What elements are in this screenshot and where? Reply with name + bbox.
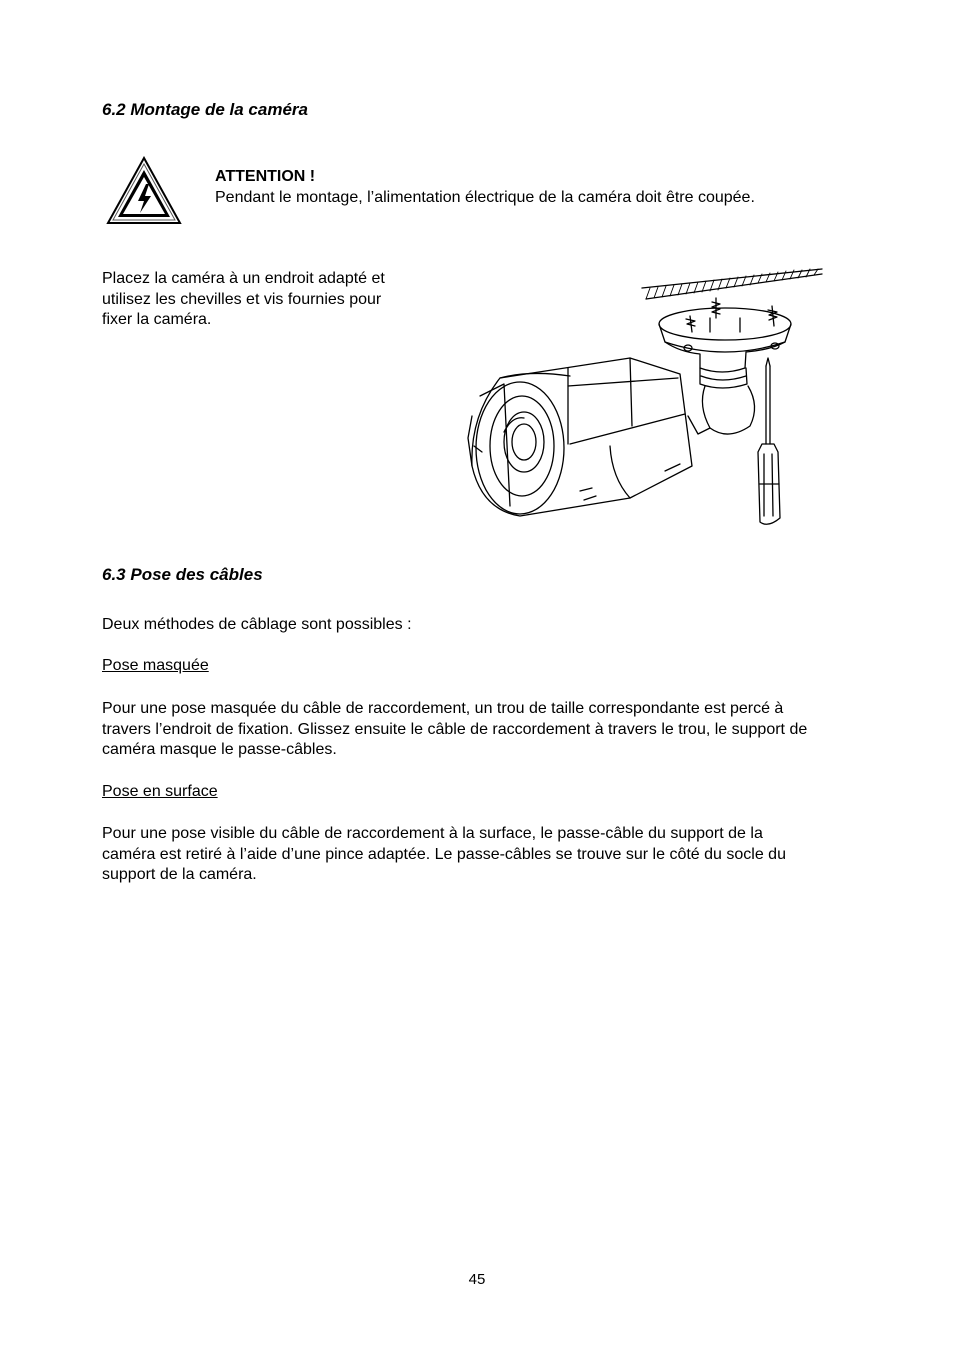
screwdriver	[758, 358, 780, 524]
paragraph-line: support de la caméra.	[102, 866, 257, 883]
instruction-line: Placez la caméra à un endroit adapté et	[102, 270, 385, 287]
paragraph-line: caméra est retiré à l’aide d’une pince adaptée. Le passe-câbles se trouve sur le côté du socle du	[102, 845, 786, 863]
instruction-line: fixer la caméra.	[102, 311, 212, 328]
section-heading-6-2: 6.2 Montage de la caméra	[102, 100, 308, 119]
paragraph-line: caméra masque le passe-câbles.	[102, 741, 337, 758]
warning-block	[215, 167, 755, 208]
cabling-intro: Deux méthodes de câblage sont possibles :	[102, 616, 412, 633]
camera-body	[468, 358, 692, 516]
bracket-joint	[688, 368, 755, 434]
page-number: 45	[468, 1271, 486, 1288]
warning-title: ATTENTION !	[215, 168, 316, 185]
subheading-surface-installation: Pose en surface	[102, 783, 218, 800]
paragraph-line: Pour une pose visible du câble de raccordement à la surface, le passe-câble du support de la	[102, 825, 763, 842]
hidden-installation-paragraph	[102, 699, 807, 761]
paragraph-line: Pour une pose masquée du câble de raccordement, un trou de taille correspondante est percé à	[102, 700, 784, 717]
mounting-screws	[686, 298, 777, 332]
high-voltage-warning-icon	[106, 156, 182, 226]
mounting-instruction	[102, 269, 385, 331]
section-heading-6-3: 6.3 Pose des câbles	[102, 565, 263, 584]
warning-text: Pendant le montage, l’alimentation électrique de la caméra doit être coupée.	[215, 188, 755, 206]
instruction-line: utilisez les chevilles et vis fournies pour	[102, 290, 382, 308]
paragraph-line: travers l’endroit de fixation. Glissez ensuite le câble de raccordement à travers le trou, le support de	[102, 720, 808, 738]
camera-mounting-illustration	[460, 266, 826, 530]
mounting-base	[659, 308, 791, 372]
subheading-hidden-installation: Pose masquée	[102, 657, 209, 674]
ceiling-hatch	[642, 269, 822, 299]
surface-installation-paragraph	[102, 824, 786, 886]
